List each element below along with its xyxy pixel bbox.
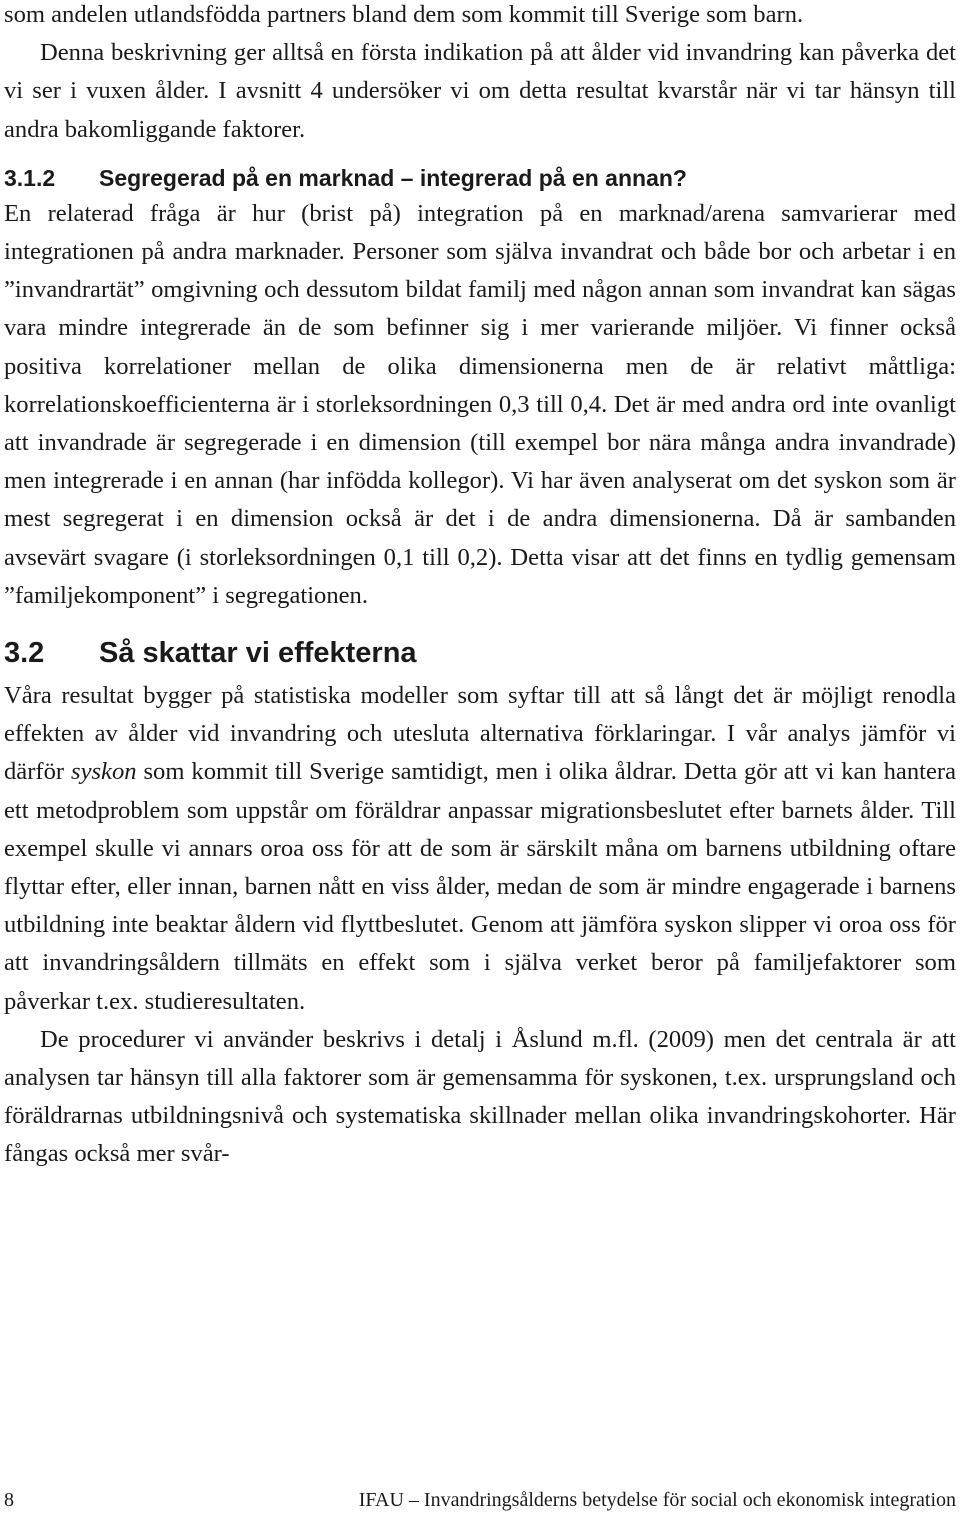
section-heading-3-1-2 bbox=[4, 163, 956, 193]
section-title: Så skattar vi effekterna bbox=[99, 637, 417, 670]
paragraph-description: Denna beskrivning ger alltså en första indikation på att ålder vid invandring kan påverka det vi ser i vuxen ålder. I avsnitt 4 undersöker vi om detta resultat kvarstår när vi tar hänsyn till andra bakomliggande faktorer. bbox=[4, 39, 956, 143]
section-heading-3-2 bbox=[4, 635, 956, 671]
page-footer bbox=[4, 1488, 956, 1512]
method-text-end: som kommit till Sverige samtidigt, men i olika åldrar. Detta gör att vi kan hantera ett metodproblem som uppstår om föräldrar anpassar migrationsbeslutet efter barnets ålder. Till exempel skulle vi annars oroa oss för att de som är särskilt måna om barnens utbildning oftare flyttar efter, eller innan, barnen nått en viss ålder, medan de som är mindre engagerade i barnens utbildning inte beaktar åldern vid flyttbeslutet. Genom att jämföra syskon slipper vi oroa oss för att invandringsåldern tillmäts en effekt som i själva verket beror på familjefaktorer som påverkar t.ex. studieresultaten. bbox=[4, 758, 956, 1015]
paragraph-procedures: De procedurer vi använder beskrivs i detalj i Åslund m.fl. (2009) men det centrala är att analysen tar hänsyn till alla faktorer som är gemensamma för syskonen, t.ex. ursprungsland och föräldrarnas utbildningsnivå och systematiska skillnader mellan olika invandringskohorter. Här fångas också mer svår- bbox=[4, 1025, 956, 1168]
document-page bbox=[4, 0, 956, 1174]
method-text-start: Våra resultat bygger på statistiska modeller som syftar till att så långt det är möjligt renodla effekten av ålder vid invandring och utesluta alternativa förklaringar. I vår analys jämför vi därför bbox=[4, 682, 956, 786]
section-number: 3.1.2 bbox=[4, 164, 56, 191]
section-title: Segregerad på en marknad – integrerad på en annan? bbox=[99, 164, 687, 191]
method-emphasis: syskon bbox=[71, 758, 137, 786]
section-number: 3.2 bbox=[4, 637, 45, 670]
running-title: IFAU – Invandringsålderns betydelse för social och ekonomisk integration bbox=[358, 1489, 956, 1511]
paragraph-continuation: som andelen utlandsfödda partners bland dem som kommit till Sverige som barn. bbox=[4, 1, 804, 28]
paragraph-method bbox=[4, 677, 956, 1021]
page-number: 8 bbox=[4, 1489, 14, 1511]
paragraph-segregation: En relaterad fråga är hur (brist på) integration på en marknad/arena samvarierar med integrationen på andra marknader. Personer som själva invandrat och både bor och arbetar i en ”invandrartät” omgivning och dessutom bildat familj med någon annan som invandrat kan sägas vara mindre integrerade än de som befinner sig i mer varierande miljöer. Vi finner också positiva korrelationer mellan de olika dimensionerna men de är relativt måttliga: korrelationskoefficienterna är i storleksordningen 0,3 till 0,4. Det är med andra ord inte ovanligt att invandrade är segregerade i en dimension (till exempel bor nära många andra invandrade) men integrerade i en annan (har infödda kollegor). Vi har även analyserat om det syskon som är mest segregerat i en dimension också är det i de andra dimensionerna. Då är sambanden avsevärt svagare (i storleksordningen 0,1 till 0,2). Detta visar att det finns en tydlig gemensam ”familjekomponent” i segregationen. bbox=[4, 199, 956, 609]
